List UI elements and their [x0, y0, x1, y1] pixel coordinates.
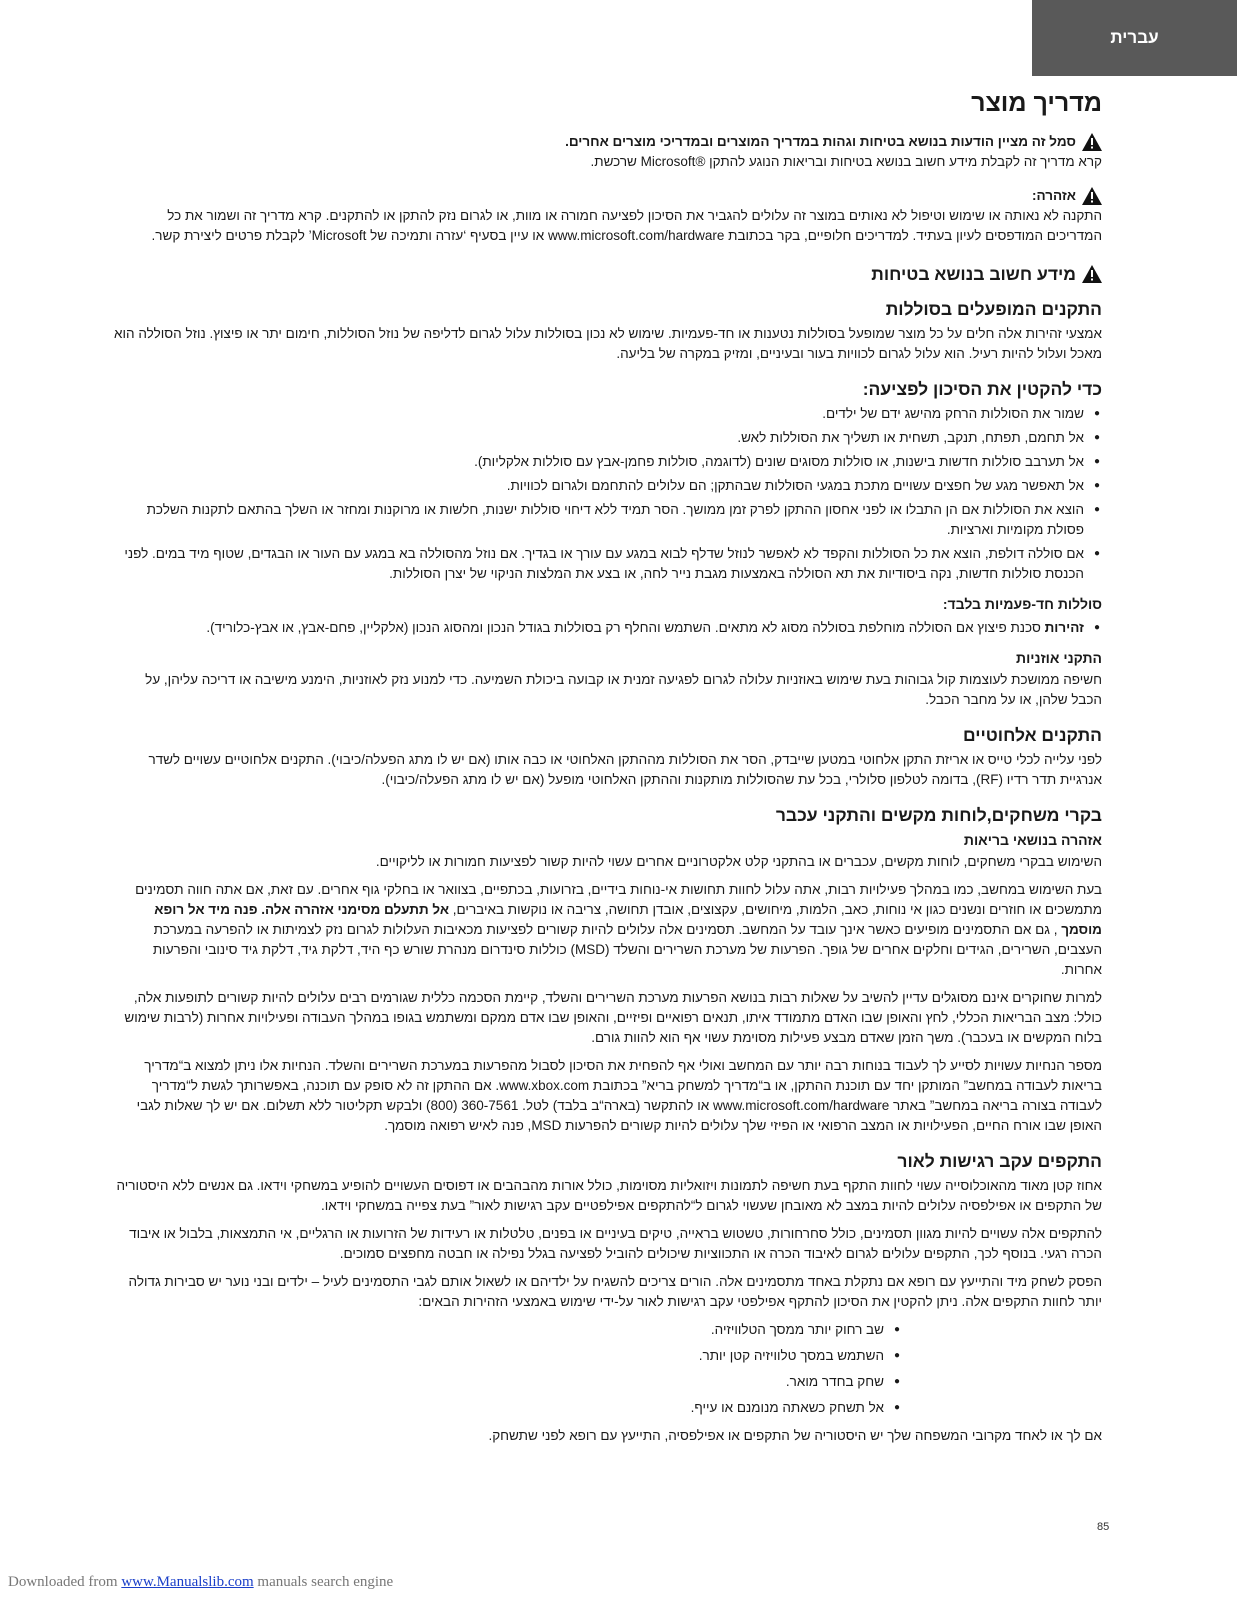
manualslib-link[interactable]: www.Manualslib.com — [121, 1574, 254, 1590]
list-item: ● שחק בחדר מואר. — [112, 1372, 902, 1392]
seizure-list — [112, 1320, 902, 1418]
single-use-list — [112, 618, 1102, 638]
language-tab: עברית — [1032, 0, 1237, 76]
battery-text: אמצעי זהירות אלה חלים על כל מוצר שמופעל בסוללות נטענות או חד-פעמיות. שימוש לא נכון בסוללות עלול לגרום לדליפה של נוזל הסוללות, חימום יתר או פיצוץ. נוזל הסוללה הוא מאכל ועלול להיות רעיל. הוא עלול לגרום לכוויות בעור ובעיניים, ומזיק במקרה של בליעה. — [114, 326, 1102, 361]
document-body — [112, 88, 1102, 1454]
single-use-heading: סוללות חד-פעמיות בלבד: — [942, 596, 1102, 612]
intro-warning — [112, 132, 1102, 152]
warning-icon — [1082, 265, 1102, 283]
health-text: , גם אם התסמינים מופיעים כאשר אינך עובד על המחשב. תסמינים אלה עלולים להיות קשורים לפציעות מכאיבות העלולות לגרום נזק לצמיתות או להפרעה במערכת העצבים, השרירים, הגידים וחלקים אחרים של גופך. הפרעות של מערכת השרירים והשלד (MSD) כוללות סינדרום מנהרת שורש כף היד, דלקת גיד, דלקת גיד סינובי והפרעות אחרות. — [152, 922, 1102, 977]
headset-heading: התקני אוזניות — [1016, 650, 1102, 666]
warning-icon — [1082, 187, 1102, 205]
seizure-paragraph: הפסק לשחק מיד והתייעץ עם רופא אם נתקלת באחד מתסמינים אלה. הורים צריכים להשגיח על ילדיהם או לשאול אותם לגבי התסמינים לעיל – ילדים ובני נוער יש סבירות גדולה יותר לחוות התקפים אלה. ניתן להקטין את הסיכון להתקף אפילפטי עקב רגישות לאור על-ידי שימוש באמצעי הזהירות הבאים: — [128, 1274, 1102, 1309]
reduce-risk-list — [112, 404, 1102, 584]
caution-text: סכנת פיצוץ אם הסוללה מוחלפת בסוללה מסוג לא מתאים. השתמש והחלף רק בסוללות בגודל הנכון ומהסוג הנכון (אלקליין, פחם-אבץ, או אבץ-כלוריד). — [206, 620, 1045, 635]
seizure-paragraph: אחוז קטן מאוד מהאוכלוסייה עשוי לחוות התקף בעת חשיפה לתמונות ויזואליות מסוימות, כולל אורות מהבהבים או דפוסים העשויים להופיע במשחקי וידאו. גם אנשים ללא היסטוריה של התקפים או אפילפסיה עלולים להיות במצב לא מאובחן שעשוי לגרום ל“להתקפים אפילפטיים עקב רגישות לאור” בעת צפייה במשחקי וידאו. — [116, 1178, 1102, 1213]
reduce-risk-heading: כדי להקטין את הסיכון לפציעה: — [862, 379, 1102, 399]
wireless-text: לפני עלייה לכלי טייס או אריזת התקן אלחוטי במטען שייבדק, הסר את הסוללות מההתקן האלחוטי או כבה אותו (אם יש לו מתג הפעלה/כיבוי). התקנים אלחוטיים עשויים לשדר אנרגיית תדר רדיו (RF), בדומה לטלפון סלולרי, בכל עת שהסוללות מותקנות וההתקן האלחוטי מופעל (אם יש לו מתג הפעלה/כיבוי). — [148, 752, 1102, 787]
list-item: ● שב רחוק יותר ממסך הטלוויזיה. — [112, 1320, 902, 1340]
seizure-heading: התקפים עקב רגישות לאור — [897, 1151, 1102, 1171]
health-paragraph — [112, 880, 1102, 980]
health-paragraph: למרות שחוקרים אינם מסוגלים עדיין להשיב על שאלות רבות בנושא הפרעות מערכת השרירים והשלד, קיימת הסכמה כללית שגורמים רבים עלולים להיות קשורים לתופעות אלה, כולל: מצב הבריאות הכללי, לחץ והאופן שבו האדם מתמודד איתו, תנאים רפואיים ופיזיים, והאופן שבו אדם ממקם ומשתמש בגופו במהלך העבודה ופעילויות אחרות (לרבות שימוש בלוח המקשים או בעכבר). משך הזמן שאדם מבצע פעילות מסוימת עשוי אף הוא להוות גורם. — [124, 990, 1102, 1045]
health-paragraph: מספר הנחיות עשויות לסייע לך לעבוד בנוחות רבה יותר עם המחשב ואולי אף להפחית את הסיכון לסבול מהפרעות במערכת השרירים והשלד. הנחיות אלו ניתן למצוא ב“מדריך בריאות לעבודה במחשב” המותקן יחד עם תוכנת ההתקן, או ב“מדריך למשחק בריא” בכתובת www.xbox.com. אם ההתקן זה לא סופק עם תוכנה, באפשרותך לגשת ל“מדריך לעבודה בצורה בריאה במחשב” באתר www.microsoft.com/hardware או להתקשר (בארה“ב בלבד) לטל. 360-7561 (800) ולבקש תקליטור ללא תשלום. אם יש לך שאלות לגבי האופן שבו אורח החיים, הפעילויות או המצב הרפואי או הפיזי שלך עלולים להיות קשורים להפרעות MSD, פנה לאיש רפואה מוסמך. — [136, 1058, 1102, 1133]
seizure-paragraph: אם לך או לאחד מקרובי המשפחה שלך יש היסטוריה של התקפים או אפילפסיה, התייעץ עם רופא לפני שתשחק. — [488, 1428, 1102, 1443]
controllers-heading: בקרי משחקים,לוחות מקשים והתקני עכבר — [775, 805, 1102, 825]
safety-heading-line — [112, 264, 1102, 284]
health-heading: אזהרה בנושאי בריאות — [963, 832, 1102, 848]
page-number: 85 — [1097, 1521, 1110, 1533]
list-item — [112, 618, 1102, 638]
warning-label-line — [112, 186, 1102, 206]
download-footer — [8, 1574, 393, 1591]
list-item: ● אל תערבב סוללות חדשות בישנות, או סוללות מסוגים שונים (לדוגמה, סוללות פחמן-אבץ עם סוללות אלקליות). — [112, 452, 1102, 472]
warning-icon — [1082, 133, 1102, 151]
caution-label: זהירות — [1044, 620, 1084, 635]
list-item: ● השתמש במסך טלוויזיה קטן יותר. — [112, 1346, 902, 1366]
warning-text: התקנה לא נאותה או שימוש וטיפול לא נאותים במוצר זה עלולים להגביר את הסיכון לפציעה חמורה או מוות, או לגרום נזק להתקן או להתקנים. קרא מדריך זה ושמור את כל המדריכים המודפסים לעיון בעתיד. למדריכים חלופיים, בקר בכתובת www.microsoft.com/hardware או עיין בסעיף ‘עזרה ותמיכה של Microsoft’ לקבלת פרטים ליצירת קשר. — [151, 208, 1102, 243]
health-paragraph: השימוש בבקרי משחקים, לוחות מקשים, עכברים או בהתקני קלט אלקטרוניים אחרים עשוי להיות קשור לפציעות חמורות או לליקויים. — [375, 854, 1102, 869]
list-item: ● אל תחמם, תפתח, תנקב, תשחית או תשליך את הסוללות לאש. — [112, 428, 1102, 448]
list-item: ● אם סוללה דולפת, הוצא את כל הסוללות והקפד לא לאפשר לנוזל שדלף לבוא במגע עם עורך או בגדיך. אם נוזל מהסוללה בא במגע עם העור או הבגדים, שטוף מיד במים. לפני הכנסת סוללות חדשות, נקה ביסודיות את תא הסוללה באמצעות מגבת נייר לחה, או בצע את המלצות הניקוי של יצרן הסוללות. — [112, 544, 1102, 584]
list-item: ● אל תשחק כשאתה מנומנם או עייף. — [112, 1398, 902, 1418]
health-bold-text: אל תתעלם מסימני אזהרה אלה. פנה מיד אל רופא מוסמך — [154, 902, 1102, 937]
page-title: מדריך מוצר — [971, 89, 1102, 117]
headset-text: חשיפה ממושכת לעוצמות קול גבוהות בעת שימוש באוזניות עלולה לגרום לפגיעה זמנית או קבועה ביכולת השמיעה. כדי למנוע נזק לאוזניות, הימנע מישיבה או דריכה עליהן, על הכבל שלהן, או על מחבר הכבל. — [145, 672, 1102, 707]
intro-text: קרא מדריך זה לקבלת מידע חשוב בנושא בטיחות ובריאות הנוגע להתקן ®Microsoft שרכשת. — [590, 154, 1102, 169]
safety-heading: מידע חשוב בנושא בטיחות — [871, 264, 1076, 284]
seizure-paragraph: להתקפים אלה עשויים להיות מגוון תסמינים, כולל סחרחורות, טשטוש בראייה, טיקים בעיניים או בפנים, טלטלות או רעידות של הזרועות או הרגליים, אי התמצאות, בלבול או איבוד הכרה רגעי. בנוסף לכך, התקפים עלולים לגרום לאיבוד הכרה או התכווציות שיכולים להוביל לפציעה בגלל נפילה או חבטה מחפצים סמוכים. — [129, 1226, 1102, 1261]
warning-label: אזהרה: — [1032, 188, 1076, 203]
battery-heading: התקנים המופעלים בסוללות — [885, 299, 1102, 319]
list-item: ● אל תאפשר מגע של חפצים עשויים מתכת במגעי הסוללות שבהתקן; הם עלולים להתחמם ולגרום לכוויות. — [112, 476, 1102, 496]
footer-prefix: Downloaded from — [8, 1574, 122, 1590]
footer-suffix: manuals search engine — [253, 1574, 394, 1590]
intro-warning-text: סמל זה מציין הודעות בנושא בטיחות וגהות במדריך המוצרים ובמדריכי מוצרים אחרים. — [565, 134, 1076, 149]
health-text: בעת השימוש במחשב, כמו במהלך פעילויות רבות, אתה עלול לחוות תחושות אי-נוחות בידיים, בזרועות, בכתפיים, בצוואר או בחלקי גוף אחרים. עם זאת, אם אתה חווה תסמינים מתמשכים או חוזרים ונשנים כגון אי נוחות, כאב, הלמות, מיחושים, עקצוצים, אובדן תחושה, צריבה או נוקשות באיברים, — [135, 882, 1102, 917]
wireless-heading: התקנים אלחוטיים — [962, 725, 1102, 745]
list-item: ● הוצא את הסוללות אם הן התבלו או לפני אחסון ההתקן לפרק זמן ממושך. הסר תמיד ללא דיחוי סוללות ישנות, חלשות או מרוקנות ומחזר או השלך בהתאם לתקנות השלכת פסולת מקומיות וארציות. — [112, 500, 1102, 540]
list-item: ● שמור את הסוללות הרחק מהישג ידם של ילדים. — [112, 404, 1102, 424]
